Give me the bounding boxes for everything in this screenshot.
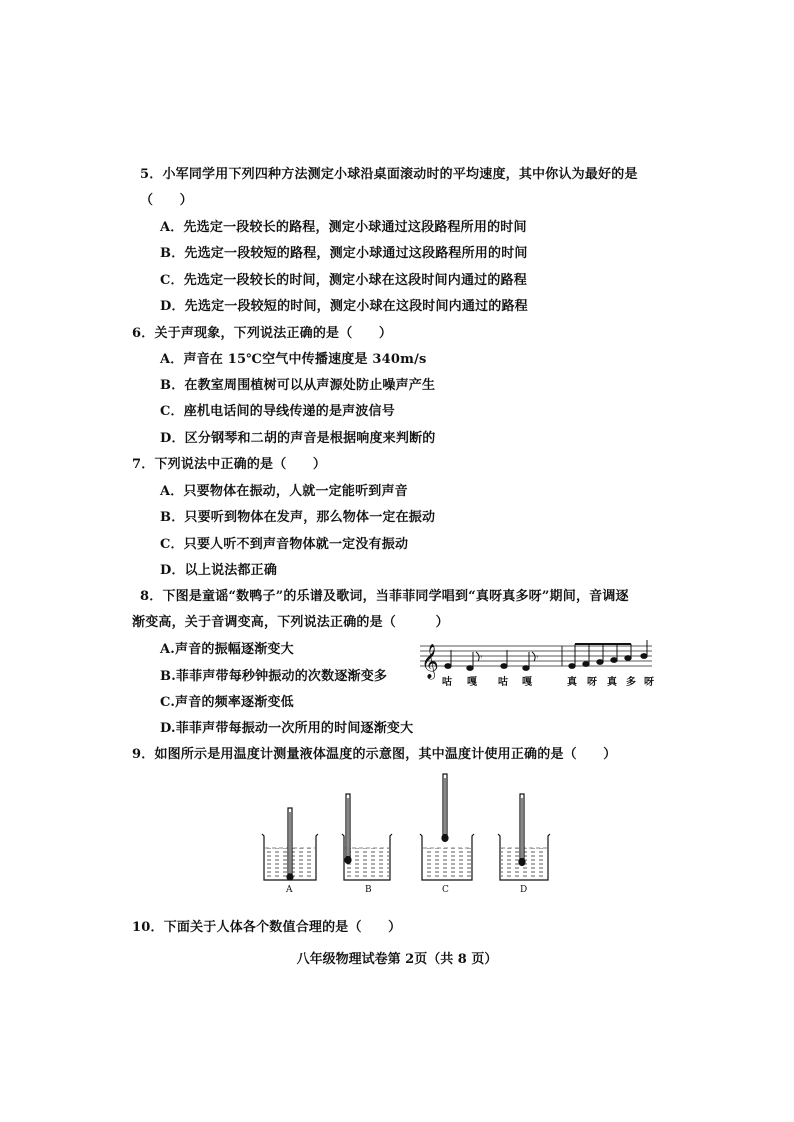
lyric: 真 [567, 677, 577, 688]
lyric: 咕 [498, 677, 508, 688]
question-5-option-a: A．先选定一段较长的路程，测定小球通过这段路程所用的时间 [160, 220, 527, 235]
question-6-option-d: D．区分钢琴和二胡的声音是根据响度来判断的 [160, 431, 436, 446]
beaker-label-d: D [520, 885, 528, 895]
page-footer: 八年级物理试卷第 2页（共 8 页） [296, 952, 498, 967]
question-7-stem: 7．下列说法中正确的是（ ） [132, 457, 327, 472]
question-8-stem-line-1: 8．下图是童谣“数鸭子”的乐谱及歌词，当菲菲同学唱到“真呀真多呀”期间，音调逐 [140, 589, 629, 604]
question-8-option-b: B.菲菲声带每秒钟振动的次数逐渐变多 [160, 669, 388, 684]
question-5-option-c: C．先选定一段较长的时间，测定小球在这段时间内通过的路程 [160, 273, 527, 288]
question-6-stem: 6．关于声现象，下列说法正确的是（ ） [132, 326, 393, 341]
question-6-option-a: A．声音在 15℃空气中传播速度是 340m/s [160, 352, 427, 367]
lyric: 真 [607, 677, 617, 688]
question-7-option-b: B．只要听到物体在发声，那么物体一定在振动 [160, 510, 436, 525]
beaker-label-a: A [286, 885, 293, 895]
lyric: 嘎 [522, 677, 532, 688]
question-7-option-d: D．以上说法都正确 [160, 563, 278, 578]
question-9-stem: 9．如图所示是用温度计测量液体温度的示意图，其中温度计使用正确的是（ ） [132, 747, 617, 762]
question-8-option-d: D.菲菲声带每振动一次所用的时间逐渐变大 [160, 721, 414, 736]
beaker-b [342, 794, 392, 880]
svg-text:𝄾: 𝄾 [480, 653, 483, 663]
music-score-figure [412, 638, 662, 690]
question-6-option-b: B．在教室周围植树可以从声源处防止噪声产生 [160, 378, 436, 393]
question-5-option-d: D．先选定一段较短的时间，测定小球在这段时间内通过的路程 [160, 299, 528, 314]
svg-text:𝄾: 𝄾 [536, 653, 539, 663]
question-5-answer-paren: （ ） [140, 193, 193, 208]
treble-clef-icon: 𝄞 [421, 644, 439, 679]
question-5-option-b: B．先选定一段较短的路程，测定小球通过这段路程所用的时间 [160, 246, 528, 261]
lyric: 呀 [587, 677, 597, 688]
beaker-label-c: C [442, 885, 449, 895]
question-6-option-c: C．座机电话间的导线传递的是声波信号 [160, 404, 395, 419]
question-10-stem: 10．下面关于人体各个数值合理的是（ ） [132, 920, 402, 935]
question-7-option-a: A．只要物体在振动，人就一定能听到声音 [160, 484, 408, 499]
lyric: 咕 [442, 677, 452, 688]
question-8-option-a: A.声音的振幅逐渐变大 [160, 642, 294, 657]
lyric: 呀 [644, 677, 654, 688]
beaker-label-b: B [365, 885, 372, 895]
lyric: 多 [626, 677, 636, 688]
lyric: 嘎 [467, 677, 477, 688]
thermometer-beaker-figure [258, 770, 558, 895]
beaker-a [262, 808, 318, 880]
question-5-stem: 5．小军同学用下列四种方法测定小球沿桌面滚动时的平均速度，其中你认为最好的是 [140, 167, 638, 182]
question-7-option-c: C．只要人听不到声音物体就一定没有振动 [160, 537, 409, 552]
beaker-c [420, 774, 474, 880]
beaker-d [498, 794, 550, 880]
question-8-option-c: C.声音的频率逐渐变低 [160, 695, 294, 710]
question-8-stem-line-2: 渐变高，关于音调变高，下列说法正确的是（ ） [132, 615, 449, 630]
